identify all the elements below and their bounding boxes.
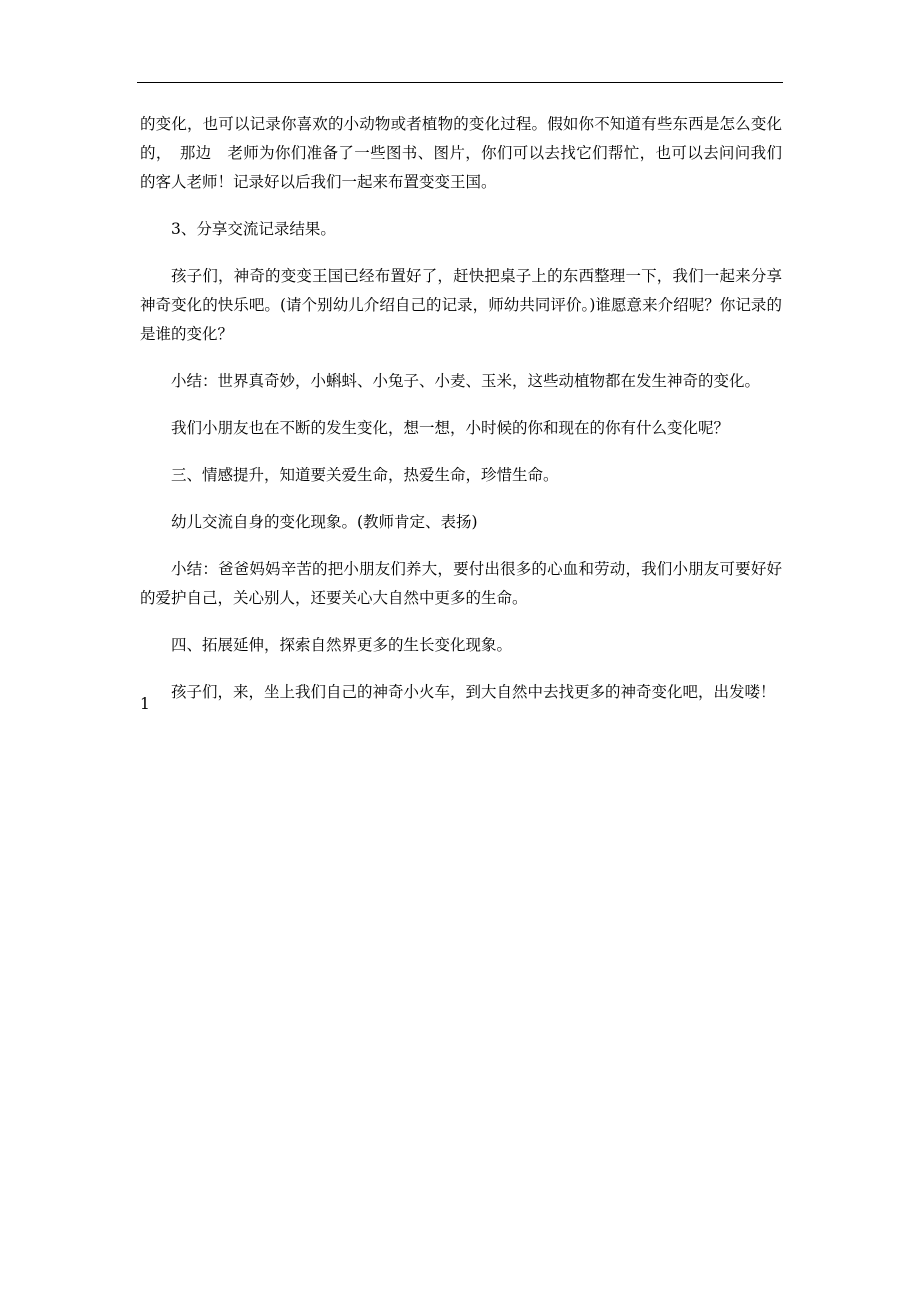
paragraph-summary-2: 小结：爸爸妈妈辛苦的把小朋友们养大，要付出很多的心血和劳动，我们小朋友可要好好的爱护自己，关心别人，还要关心大自然中更多的生命。 [140, 560, 782, 607]
paragraph-exchange: 幼儿交流自身的变化现象。(教师肯定、表扬) [171, 513, 478, 531]
document-body [140, 110, 782, 707]
page-number: 1 [140, 695, 150, 713]
paragraph-closing: 孩子们，来，坐上我们自己的神奇小火车，到大自然中去找更多的神奇变化吧，出发喽！ [171, 683, 776, 701]
heading-share-results: 3、分享交流记录结果。 [171, 220, 336, 238]
paragraph-share: 孩子们，神奇的变变王国已经布置好了，赶快把桌子上的东西整理一下，我们一起来分享神奇变化的快乐吧。(请个别幼儿介绍自己的记录，师幼共同评价。)谁愿意来介绍呢？你记录的是谁的变化？ [140, 267, 782, 343]
paragraph-summary-1: 小结：世界真奇妙，小蝌蚪、小兔子、小麦、玉米，这些动植物都在发生神奇的变化。 [171, 372, 761, 390]
header-rule [137, 82, 783, 83]
paragraph-changes: 我们小朋友也在不断的发生变化，想一想，小时候的你和现在的你有什么变化呢？ [171, 419, 730, 437]
paragraph-continuation: 的变化，也可以记录你喜欢的小动物或者植物的变化过程。假如你不知道有些东西是怎么变化的， 那边 老师为你们准备了一些图书、图片，你们可以去找它们帮忙，也可以去问问我们的客人老师！记录好以后我们一起来布置变变王国。 [140, 115, 782, 191]
heading-extension: 四、拓展延伸，探索自然界更多的生长变化现象。 [171, 636, 513, 654]
heading-emotion: 三、情感提升，知道要关爱生命，热爱生命，珍惜生命。 [171, 466, 559, 484]
